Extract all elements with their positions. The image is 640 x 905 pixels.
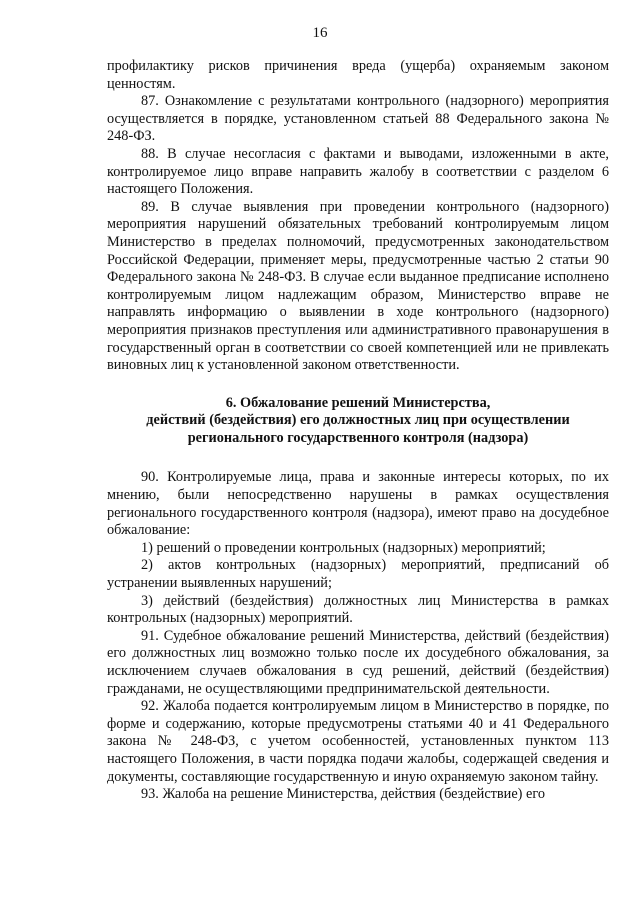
paragraph-92: 92. Жалоба подается контролируемым лицом в Министерство в порядке, по форме и содержанию, которые предусмотрены статьями 40 и 41 Федерального закона № 248-ФЗ, с учетом особенностей, установленных пунктом 113 настоящего Положения, в части порядка подачи жалобы, содержащей сведения и документы, составляющие государственную и иную охраняемую законом тайну. — [107, 698, 609, 785]
paragraph-91: 91. Судебное обжалование решений Министерства, действий (бездействия) его должностных лиц возможно только после их досудебного обжалования, за исключением случаев обжалования в суд решений, действий (бездействия) гражданами, не осуществляющими предпринимательской деятельности. — [107, 627, 609, 697]
paragraph-90: 90. Контролируемые лица, права и законные интересы которых, по их мнению, были непосредственно нарушены в рамках осуществления регионального государственного контроля (надзора), имеют право на досудебное обжалование: — [107, 469, 609, 539]
section-heading-line-3: регионального государственного контроля (надзора) — [187, 429, 529, 446]
paragraph-88: 88. В случае несогласия с фактами и выводами, изложенными в акте, контролируемое лицо вправе направить жалобу в соответствии с разделом 6 настоящего Положения. — [107, 145, 609, 198]
section-heading — [107, 395, 609, 448]
section-heading-line-1: 6. Обжалование решений Министерства, — [225, 394, 491, 411]
section-heading-line-2: действий (бездействия) его должностных лиц при осуществлении — [146, 412, 570, 429]
paragraph-86-continuation: профилактику рисков причинения вреда (ущерба) охраняемым законом ценностям. — [107, 58, 609, 92]
paragraph-90-item-3: 3) действий (бездействия) должностных лиц Министерства в рамках контрольных (надзорных) мероприятий. — [107, 592, 609, 627]
paragraph-90-item-2: 2) актов контрольных (надзорных) мероприятий, предписаний об устранении выявленных нарушений; — [107, 557, 609, 592]
paragraph-93: 93. Жалоба на решение Министерства, действия (бездействие) его — [141, 786, 546, 803]
paragraph-87: 87. Ознакомление с результатами контрольного (надзорного) мероприятия осуществляется в порядке, установленном статьей 88 Федерального закона № 248-ФЗ. — [107, 93, 609, 145]
page-number: 16 — [312, 25, 328, 41]
document-body — [107, 58, 609, 804]
paragraph-90-item-1: 1) решений о проведении контрольных (надзорных) мероприятий; — [141, 539, 546, 556]
paragraph-89: 89. В случае выявления при проведении контрольного (надзорного) мероприятия нарушений обязательных требований контролируемым лицом Министерство в пределах полномочий, предусмотренных законодательством Российской Федерации, применяет меры, предусмотренные частью 2 статьи 90 Федерального закона № 248-ФЗ. В случае если выданное предписание исполнено контролируемым лицом надлежащим образом, Министерство вправе не направлять информацию о выявлении в ходе контрольного (надзорного) мероприятия признаков преступления или административного правонарушения в государственный орган в соответствии со своей компетенцией или не привлекать виновных лиц к установленной законом ответственности. — [107, 198, 609, 374]
